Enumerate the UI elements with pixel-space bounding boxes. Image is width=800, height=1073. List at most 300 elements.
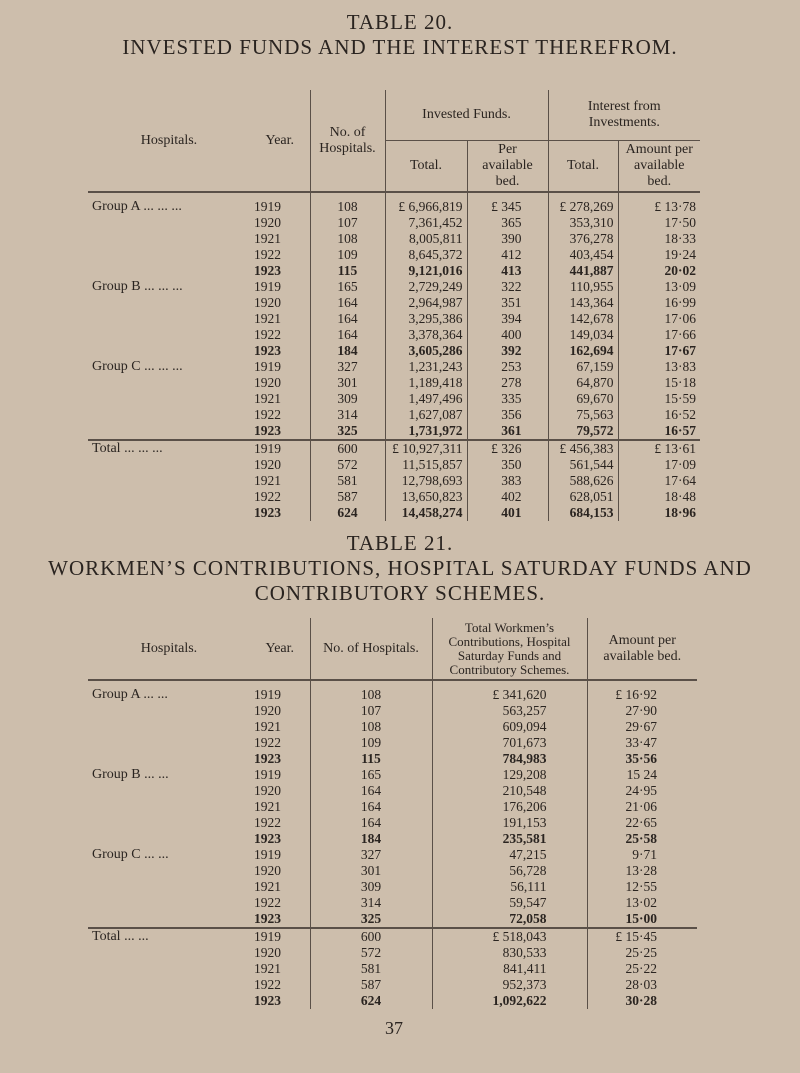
cell: 13,650,823: [385, 489, 467, 505]
cell: 1921: [254, 473, 281, 488]
cell: 164: [310, 311, 385, 327]
cell: 64,870: [548, 375, 618, 391]
header-hospitals: Hospitals.: [88, 618, 250, 680]
cell: 12·55: [587, 879, 697, 895]
cell: 1921: [254, 799, 281, 814]
table-row: [88, 703, 697, 719]
cell: 19·24: [618, 247, 700, 263]
cell: 1919: [254, 767, 281, 782]
group-label: Group C ... ... ...: [92, 359, 183, 374]
cell: 13·83: [618, 359, 700, 375]
cell: 301: [310, 863, 432, 879]
cell: 108: [310, 719, 432, 735]
cell: 1919: [250, 928, 310, 945]
table-row: [88, 993, 697, 1009]
table-row: [88, 505, 700, 521]
table-row: [88, 847, 697, 863]
cell: 13·09: [618, 279, 700, 295]
table-row: [88, 247, 700, 263]
cell: 394: [467, 311, 548, 327]
cell: 1921: [254, 719, 281, 734]
group-label: [88, 263, 250, 279]
cell: 47,215: [432, 847, 587, 863]
cell: 1,731,972: [385, 423, 467, 440]
group-label: [88, 311, 250, 327]
table-row: [88, 961, 697, 977]
cell: 13·28: [587, 863, 697, 879]
table-row: [88, 375, 700, 391]
cell: 164: [310, 783, 432, 799]
table-row: [88, 719, 697, 735]
cell: 628,051: [548, 489, 618, 505]
cell: 3,295,386: [385, 311, 467, 327]
cell: 108: [310, 680, 432, 703]
group-label: [88, 993, 250, 1009]
cell: 3,605,286: [385, 343, 467, 359]
cell: 143,364: [548, 295, 618, 311]
table-21-title: TABLE 21.: [346, 531, 454, 555]
cell: 8,645,372: [385, 247, 467, 263]
cell: £ 10,927,311: [385, 440, 467, 457]
cell: 21·06: [587, 799, 697, 815]
cell: 600: [310, 928, 432, 945]
header-no-hospitals: No. of Hospitals.: [310, 618, 432, 680]
cell: 79,572: [548, 423, 618, 440]
header-amount-per-bed: Amount per available bed.: [618, 140, 700, 192]
header-interest: Interest from Investments.: [548, 90, 700, 140]
cell: 403,454: [548, 247, 618, 263]
cell: 1919: [254, 199, 281, 214]
group-label: [88, 945, 250, 961]
table-row: [88, 473, 700, 489]
cell: 18·33: [618, 231, 700, 247]
group-label: [88, 327, 250, 343]
cell: 1922: [254, 327, 281, 342]
cell: 110,955: [548, 279, 618, 295]
group-label: [88, 783, 250, 799]
cell: 600: [310, 440, 385, 457]
cell: £ 13·61: [618, 440, 700, 457]
cell: 16·99: [618, 295, 700, 311]
group-label: Group A ... ... ...: [92, 199, 182, 214]
cell: 563,257: [432, 703, 587, 719]
cell: 24·95: [587, 783, 697, 799]
cell: 572: [310, 945, 432, 961]
cell: 1,627,087: [385, 407, 467, 423]
group-label: [88, 977, 250, 993]
group-label: Total ... ...: [88, 928, 250, 945]
group-label: [88, 895, 250, 911]
cell: 12,798,693: [385, 473, 467, 489]
cell: 1919: [254, 847, 281, 862]
cell: 109: [310, 735, 432, 751]
cell: 351: [467, 295, 548, 311]
cell: 1,189,418: [385, 375, 467, 391]
table-row: [88, 831, 697, 847]
table-row: [88, 680, 697, 703]
header-invested-funds: Invested Funds.: [385, 90, 548, 140]
group-label: [88, 703, 250, 719]
cell: 16·57: [618, 423, 700, 440]
cell: 587: [310, 489, 385, 505]
cell: 30·28: [587, 993, 697, 1009]
cell: 314: [310, 407, 385, 423]
group-label: [88, 391, 250, 407]
cell: 392: [467, 343, 548, 359]
cell: 1923: [254, 751, 281, 766]
cell: 107: [310, 703, 432, 719]
cell: 56,728: [432, 863, 587, 879]
group-label: [88, 375, 250, 391]
cell: 164: [310, 295, 385, 311]
cell: 33·47: [587, 735, 697, 751]
group-label: Group B ... ...: [92, 767, 169, 782]
cell: 69,670: [548, 391, 618, 407]
cell: £ 326: [467, 440, 548, 457]
table-row: [88, 977, 697, 993]
cell: 17·64: [618, 473, 700, 489]
cell: 22·65: [587, 815, 697, 831]
table-row: [88, 279, 700, 295]
cell: 1921: [254, 391, 281, 406]
cell: 191,153: [432, 815, 587, 831]
group-label: [88, 961, 250, 977]
cell: £ 518,043: [432, 928, 587, 945]
group-label: [88, 247, 250, 263]
cell: 164: [310, 327, 385, 343]
cell: 15·00: [587, 911, 697, 928]
cell: 1919: [250, 440, 310, 457]
cell: 309: [310, 391, 385, 407]
cell: 56,111: [432, 879, 587, 895]
cell: 830,533: [432, 945, 587, 961]
cell: 353,310: [548, 215, 618, 231]
cell: 2,729,249: [385, 279, 467, 295]
cell: 1920: [254, 457, 281, 472]
cell: £ 345: [467, 192, 548, 215]
cell: 1921: [254, 961, 281, 976]
table-row: [88, 751, 697, 767]
cell: 235,581: [432, 831, 587, 847]
cell: 684,153: [548, 505, 618, 521]
cell: 701,673: [432, 735, 587, 751]
group-label: [88, 473, 250, 489]
group-label: [88, 863, 250, 879]
table-row: [88, 407, 700, 423]
cell: 1920: [254, 863, 281, 878]
header-total: Total.: [385, 140, 467, 192]
cell: 1,497,496: [385, 391, 467, 407]
cell: 176,206: [432, 799, 587, 815]
cell: 108: [310, 231, 385, 247]
header-interest-total: Total.: [548, 140, 618, 192]
cell: 17·67: [618, 343, 700, 359]
cell: 587: [310, 977, 432, 993]
cell: £ 13·78: [618, 192, 700, 215]
cell: 25·58: [587, 831, 697, 847]
cell: 108: [310, 192, 385, 215]
table-row: [88, 440, 700, 457]
cell: 17·09: [618, 457, 700, 473]
cell: 9·71: [587, 847, 697, 863]
contributions-table: [88, 618, 697, 1009]
table-row: [88, 489, 700, 505]
cell: 322: [467, 279, 548, 295]
cell: 376,278: [548, 231, 618, 247]
table-row: [88, 863, 697, 879]
group-label: [88, 215, 250, 231]
cell: 1919: [254, 359, 281, 374]
group-label: [88, 407, 250, 423]
cell: 1923: [254, 911, 281, 926]
cell: 184: [310, 343, 385, 359]
cell: 1923: [254, 993, 281, 1008]
table-row: [88, 457, 700, 473]
cell: 278: [467, 375, 548, 391]
table-row: [88, 327, 700, 343]
cell: 27·90: [587, 703, 697, 719]
group-label: [88, 231, 250, 247]
cell: 25·22: [587, 961, 697, 977]
cell: 581: [310, 961, 432, 977]
cell: 28·03: [587, 977, 697, 993]
cell: 35·56: [587, 751, 697, 767]
cell: 784,983: [432, 751, 587, 767]
cell: 129,208: [432, 767, 587, 783]
cell: 350: [467, 457, 548, 473]
group-label: Group B ... ... ...: [92, 279, 183, 294]
cell: 365: [467, 215, 548, 231]
cell: £ 456,383: [548, 440, 618, 457]
cell: 59,547: [432, 895, 587, 911]
cell: 1920: [254, 945, 281, 960]
cell: 624: [310, 993, 432, 1009]
cell: 1922: [254, 735, 281, 750]
cell: £ 16·92: [587, 680, 697, 703]
cell: 164: [310, 815, 432, 831]
cell: 413: [467, 263, 548, 279]
cell: 25·25: [587, 945, 697, 961]
cell: 142,678: [548, 311, 618, 327]
table-row: [88, 423, 700, 440]
cell: 327: [310, 847, 432, 863]
cell: 18·48: [618, 489, 700, 505]
cell: 15·18: [618, 375, 700, 391]
cell: 572: [310, 457, 385, 473]
cell: £ 278,269: [548, 192, 618, 215]
header-amount-per-bed: Amount per available bed.: [587, 618, 697, 680]
cell: 1923: [254, 343, 281, 358]
cell: £ 341,620: [432, 680, 587, 703]
cell: 165: [310, 767, 432, 783]
group-label: [88, 735, 250, 751]
cell: 165: [310, 279, 385, 295]
cell: 16·52: [618, 407, 700, 423]
table-row: [88, 192, 700, 215]
table-row: [88, 767, 697, 783]
cell: 75,563: [548, 407, 618, 423]
cell: 402: [467, 489, 548, 505]
table-row: [88, 911, 697, 928]
cell: 441,887: [548, 263, 618, 279]
cell: 624: [310, 505, 385, 521]
cell: 115: [310, 751, 432, 767]
cell: 18·96: [618, 505, 700, 521]
table-21-subtitle-2: CONTRIBUTORY SCHEMES.: [254, 581, 546, 605]
table-row: [88, 928, 697, 945]
cell: 301: [310, 375, 385, 391]
invested-funds-table: [88, 90, 700, 521]
cell: 2,964,987: [385, 295, 467, 311]
cell: 109: [310, 247, 385, 263]
cell: 401: [467, 505, 548, 521]
cell: 210,548: [432, 783, 587, 799]
page-number: 37: [385, 1018, 403, 1038]
cell: 7,361,452: [385, 215, 467, 231]
cell: 11,515,857: [385, 457, 467, 473]
table-row: [88, 391, 700, 407]
cell: 67,159: [548, 359, 618, 375]
cell: 325: [310, 423, 385, 440]
cell: 162,694: [548, 343, 618, 359]
cell: 327: [310, 359, 385, 375]
table-row: [88, 799, 697, 815]
cell: 1920: [254, 783, 281, 798]
cell: 314: [310, 895, 432, 911]
cell: 17·50: [618, 215, 700, 231]
cell: 1922: [254, 815, 281, 830]
table-21-subtitle-1: WORKMEN’S CONTRIBUTIONS, HOSPITAL SATURDAY FUNDS AND: [48, 556, 752, 580]
cell: 841,411: [432, 961, 587, 977]
cell: 1921: [254, 311, 281, 326]
cell: 8,005,811: [385, 231, 467, 247]
table-row: [88, 895, 697, 911]
cell: 1921: [254, 879, 281, 894]
cell: 609,094: [432, 719, 587, 735]
cell: 356: [467, 407, 548, 423]
cell: 164: [310, 799, 432, 815]
cell: 1923: [254, 505, 281, 520]
cell: 1923: [254, 831, 281, 846]
group-label: [88, 457, 250, 473]
cell: 383: [467, 473, 548, 489]
group-label: [88, 489, 250, 505]
table-row: [88, 311, 700, 327]
table-row: [88, 945, 697, 961]
cell: 561,544: [548, 457, 618, 473]
group-label: [88, 751, 250, 767]
header-per-bed: Per available bed.: [467, 140, 548, 192]
cell: 14,458,274: [385, 505, 467, 521]
cell: £ 6,966,819: [385, 192, 467, 215]
cell: 3,378,364: [385, 327, 467, 343]
header-no-hospitals: No. of Hospitals.: [310, 90, 385, 192]
cell: 149,034: [548, 327, 618, 343]
cell: 1922: [254, 977, 281, 992]
cell: 9,121,016: [385, 263, 467, 279]
table-row: [88, 263, 700, 279]
table-row: [88, 295, 700, 311]
cell: 17·66: [618, 327, 700, 343]
header-year: Year.: [250, 90, 310, 192]
group-label: [88, 911, 250, 928]
cell: 1920: [254, 375, 281, 390]
cell: 107: [310, 215, 385, 231]
group-label: Group C ... ...: [92, 847, 169, 862]
cell: 15 24: [587, 767, 697, 783]
table-row: [88, 815, 697, 831]
group-label: [88, 343, 250, 359]
group-label: [88, 295, 250, 311]
cell: 1920: [254, 215, 281, 230]
cell: 309: [310, 879, 432, 895]
header-year: Year.: [250, 618, 310, 680]
cell: 588,626: [548, 473, 618, 489]
cell: 390: [467, 231, 548, 247]
cell: 325: [310, 911, 432, 928]
table-row: [88, 231, 700, 247]
header-total-contributions: Total Workmen’s Contributions, Hospital Saturday Funds and Contributory Schemes.: [432, 618, 587, 680]
cell: 1922: [254, 895, 281, 910]
group-label: Group A ... ...: [92, 687, 168, 702]
cell: 29·67: [587, 719, 697, 735]
cell: 20·02: [618, 263, 700, 279]
cell: 400: [467, 327, 548, 343]
cell: 1922: [254, 247, 281, 262]
cell: 1,092,622: [432, 993, 587, 1009]
cell: 1922: [254, 407, 281, 422]
group-label: [88, 423, 250, 440]
table-row: [88, 783, 697, 799]
group-label: Total ... ... ...: [88, 440, 250, 457]
group-label: [88, 879, 250, 895]
table-row: [88, 879, 697, 895]
cell: 1920: [254, 703, 281, 718]
cell: 15·59: [618, 391, 700, 407]
cell: 1923: [254, 423, 281, 438]
group-label: [88, 719, 250, 735]
group-label: [88, 831, 250, 847]
cell: 1921: [254, 231, 281, 246]
cell: 1920: [254, 295, 281, 310]
cell: 1923: [254, 263, 281, 278]
cell: 412: [467, 247, 548, 263]
cell: 13·02: [587, 895, 697, 911]
cell: 335: [467, 391, 548, 407]
table-row: [88, 343, 700, 359]
cell: 253: [467, 359, 548, 375]
group-label: [88, 799, 250, 815]
cell: 72,058: [432, 911, 587, 928]
cell: £ 15·45: [587, 928, 697, 945]
group-label: [88, 505, 250, 521]
cell: 1919: [254, 687, 281, 702]
cell: 581: [310, 473, 385, 489]
cell: 361: [467, 423, 548, 440]
header-hospitals: Hospitals.: [88, 90, 250, 192]
cell: 1922: [254, 489, 281, 504]
table-20-title: TABLE 20.: [346, 10, 454, 34]
cell: 1919: [254, 279, 281, 294]
table-row: [88, 735, 697, 751]
cell: 952,373: [432, 977, 587, 993]
cell: 17·06: [618, 311, 700, 327]
table-20-subtitle: INVESTED FUNDS AND THE INTEREST THEREFROM.: [122, 35, 678, 59]
table-row: [88, 215, 700, 231]
group-label: [88, 815, 250, 831]
table-row: [88, 359, 700, 375]
cell: 1,231,243: [385, 359, 467, 375]
